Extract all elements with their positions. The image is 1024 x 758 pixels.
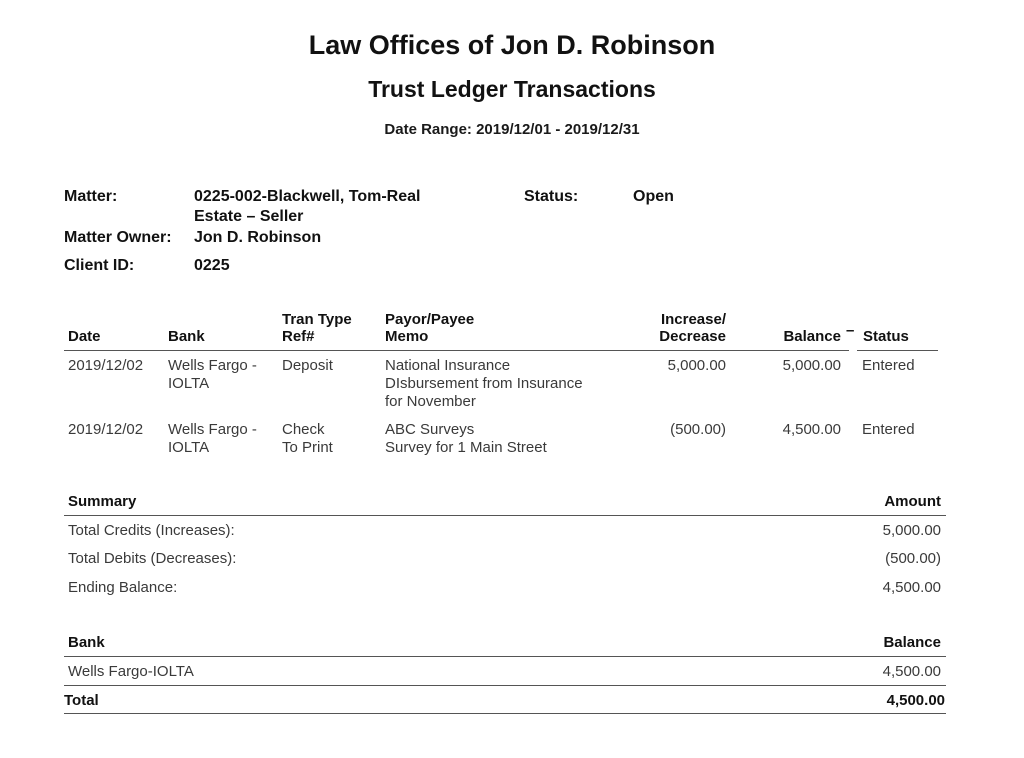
summary-ending-label: Ending Balance:: [68, 579, 178, 596]
row-date: 2019/12/02: [68, 421, 144, 438]
matter-value-line2: Estate – Seller: [194, 208, 304, 225]
status-header-rule: [857, 350, 938, 351]
row-status: Entered: [862, 421, 915, 438]
col-bank: Bank: [168, 328, 205, 345]
row-bank-line2: IOLTA: [168, 375, 210, 392]
report-title: Trust Ledger Transactions: [368, 76, 656, 102]
summary-label: Summary: [68, 493, 137, 510]
bank-header-rule: [64, 656, 946, 657]
summary-ending-value: 4,500.00: [882, 579, 941, 596]
row-bank-line2: IOLTA: [168, 439, 210, 456]
row-memo: Survey for 1 Main Street: [385, 439, 547, 456]
client-id-label: Client ID:: [64, 257, 135, 274]
row-type: Deposit: [282, 357, 333, 374]
row-balance: 5,000.00: [782, 357, 841, 374]
status-value: Open: [633, 188, 674, 205]
matter-value-line1: 0225-002-Blackwell, Tom-Real: [194, 188, 421, 205]
bank-total-rule: [64, 685, 946, 686]
bank-label: Bank: [68, 634, 105, 651]
bank-row-label: Wells Fargo-IOLTA: [68, 663, 194, 680]
status-label: Status:: [524, 188, 579, 205]
summary-credits-value: 5,000.00: [882, 522, 941, 539]
row-payee: National Insurance: [385, 357, 511, 374]
row-payee: ABC Surveys: [385, 421, 475, 438]
summary-rule: [64, 515, 946, 516]
col-dash: –: [846, 322, 855, 339]
bank-row-value: 4,500.00: [882, 663, 941, 680]
row-bank: Wells Fargo -: [168, 421, 257, 438]
col-ref: Ref#: [282, 328, 315, 345]
row-balance: 4,500.00: [782, 421, 841, 438]
bank-balance-label: Balance: [883, 634, 941, 651]
col-balance: Balance: [783, 328, 841, 345]
row-status: Entered: [862, 357, 915, 374]
col-increase: Increase/: [660, 311, 726, 328]
bank-total-label: Total: [64, 692, 99, 709]
row-amount: 5,000.00: [667, 357, 726, 374]
summary-debits-value: (500.00): [885, 550, 941, 567]
client-id-value: 0225: [194, 257, 230, 274]
row-amount: (500.00): [670, 421, 726, 438]
row-type: Check: [282, 421, 325, 438]
summary-credits-label: Total Credits (Increases):: [68, 522, 235, 539]
matter-label: Matter:: [64, 188, 118, 205]
transactions-header-rule: [64, 350, 849, 351]
row-type-line2: To Print: [282, 439, 333, 456]
owner-label: Matter Owner:: [64, 229, 172, 246]
summary-debits-label: Total Debits (Decreases):: [68, 550, 237, 567]
row-bank: Wells Fargo -: [168, 357, 257, 374]
col-status: Status: [863, 328, 909, 345]
col-memo: Memo: [385, 328, 429, 345]
col-tran-type: Tran Type: [282, 311, 352, 328]
owner-value: Jon D. Robinson: [194, 229, 322, 246]
row-memo: DIsbursement from Insurance: [385, 375, 583, 392]
summary-amount-label: Amount: [884, 493, 941, 510]
bank-total-value: 4,500.00: [886, 692, 945, 709]
col-decrease: Decrease: [659, 328, 726, 345]
col-date: Date: [68, 328, 101, 345]
firm-name: Law Offices of Jon D. Robinson: [308, 30, 716, 60]
row-date: 2019/12/02: [68, 357, 144, 374]
row-memo-line2: for November: [385, 393, 476, 410]
date-range: Date Range: 2019/12/01 - 2019/12/31: [384, 121, 640, 138]
bank-total-bottom-rule: [64, 713, 946, 714]
col-payor-payee: Payor/Payee: [385, 311, 475, 328]
